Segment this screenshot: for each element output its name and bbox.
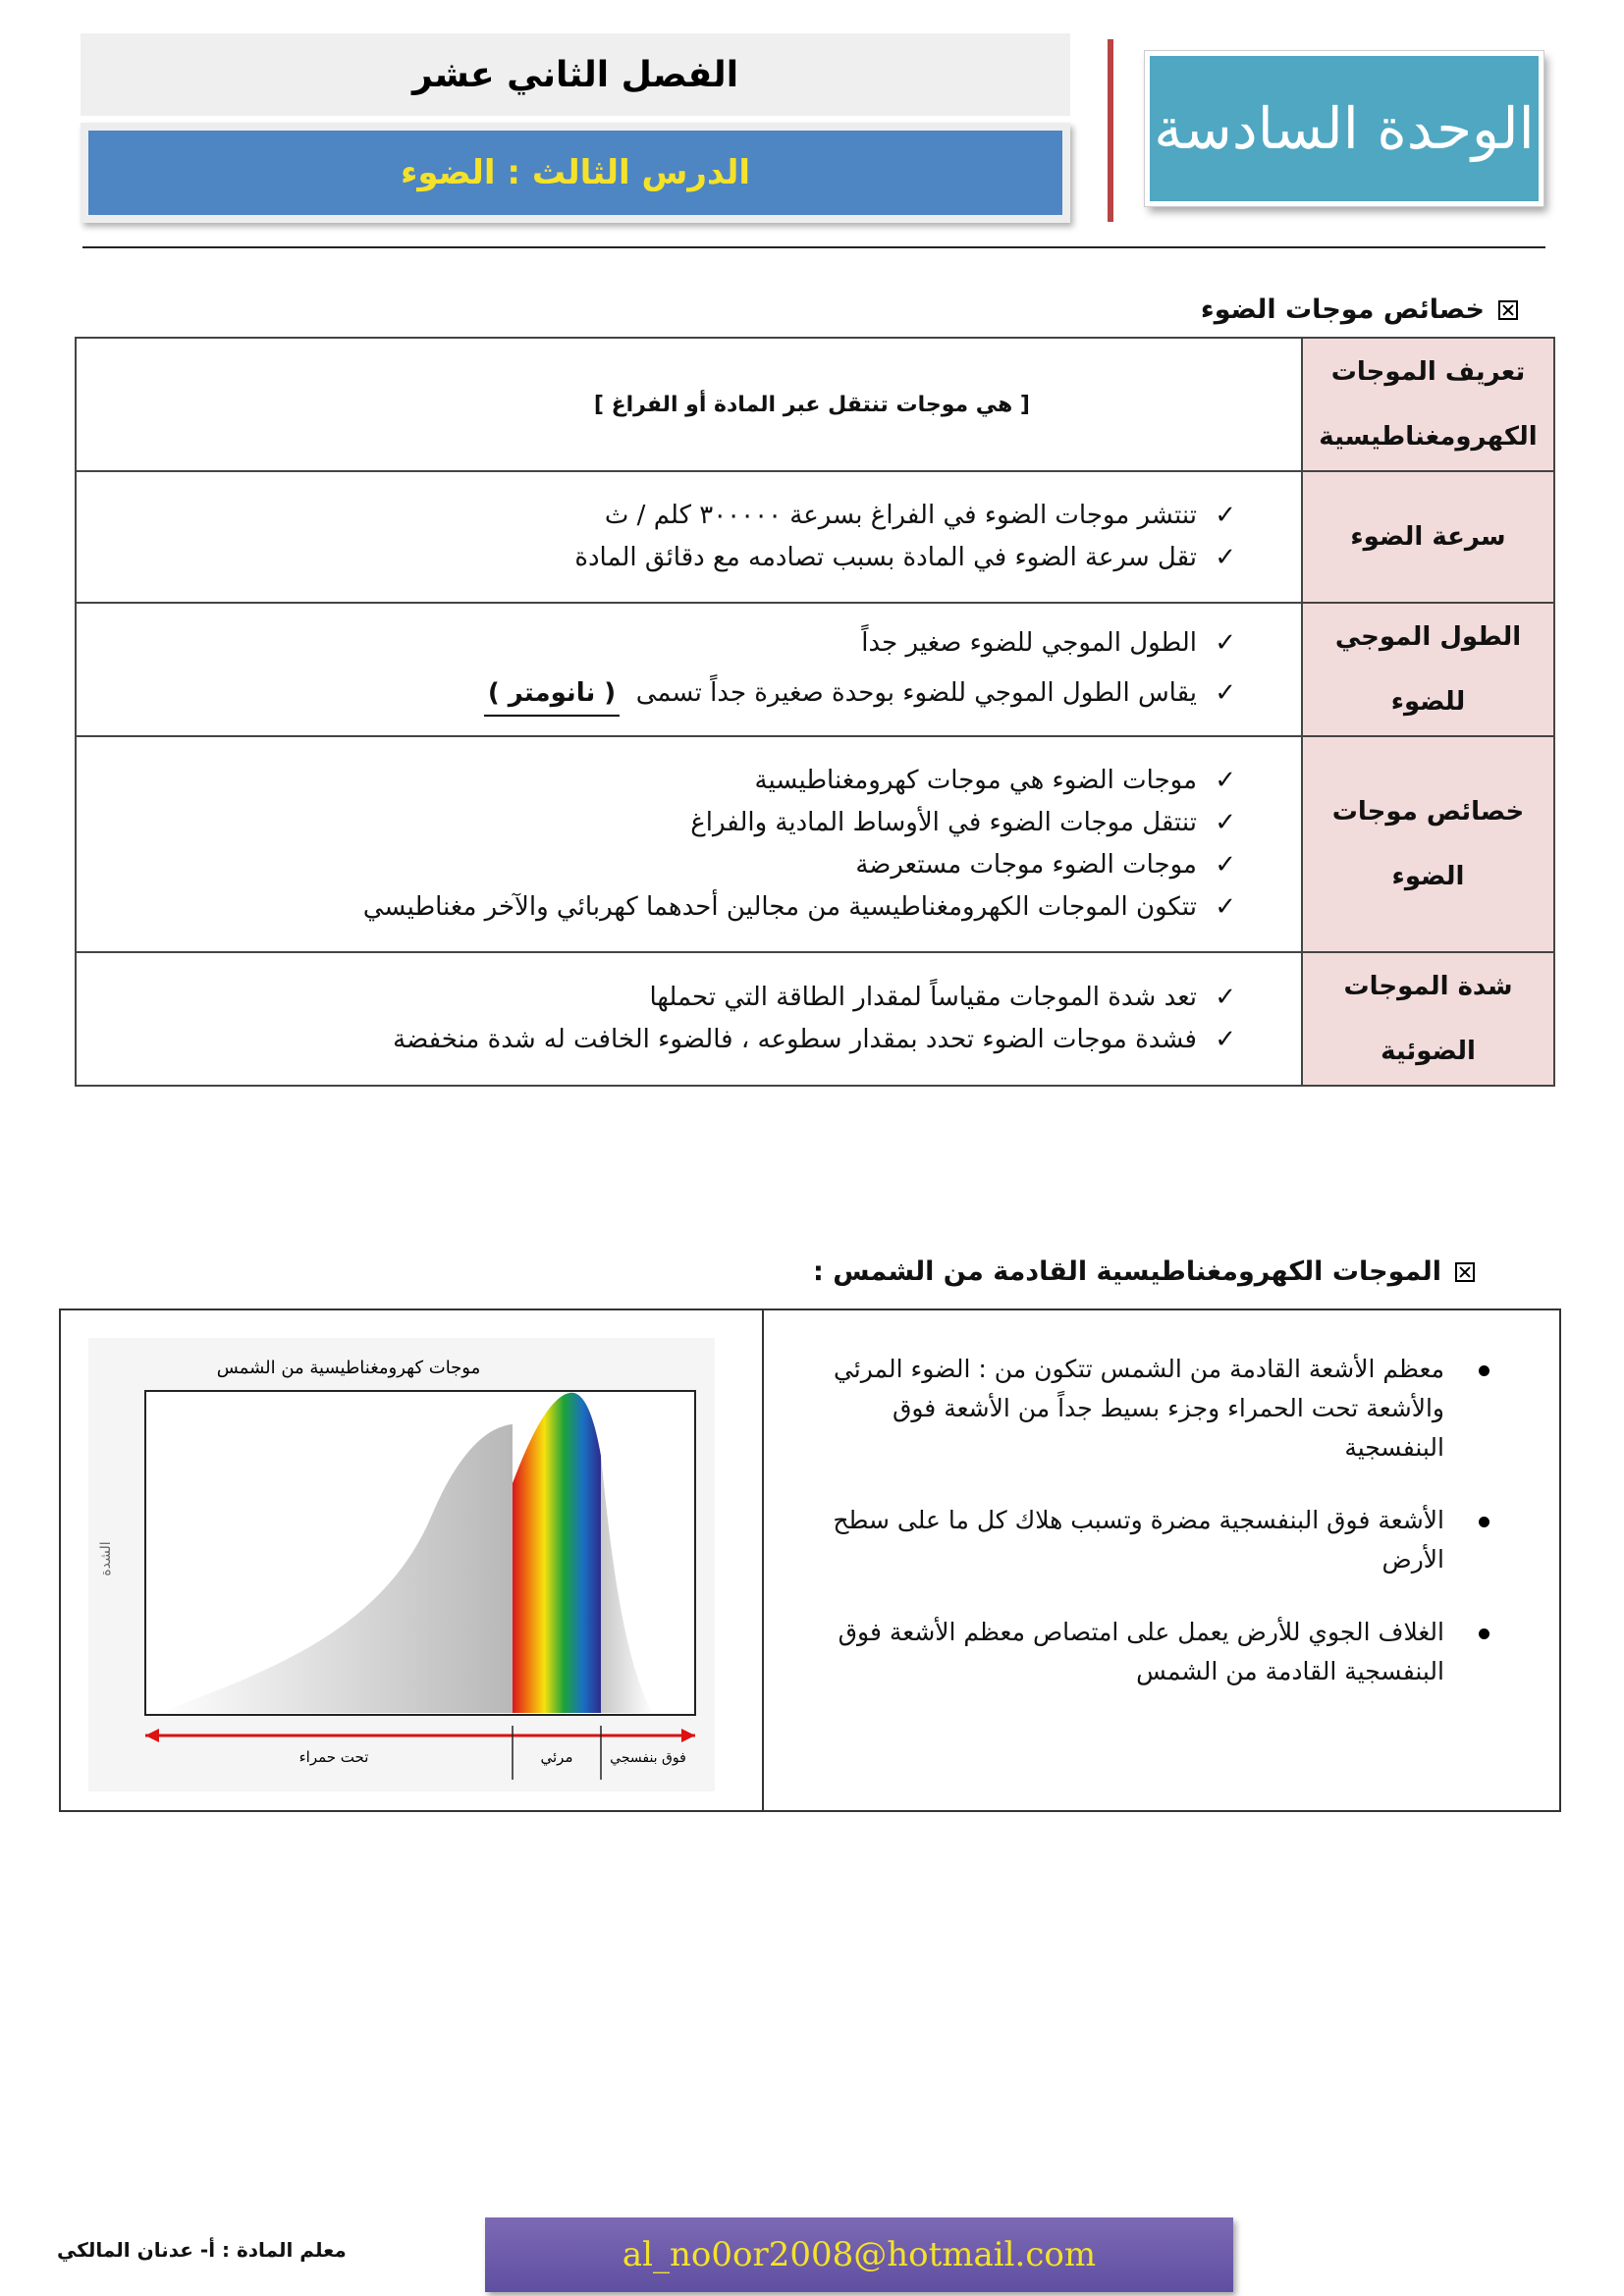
row-label-intensity (1302, 952, 1554, 1086)
section-title-text: الموجات الكهرومغناطيسية القادمة من الشمس : (813, 1256, 1441, 1287)
checkmark-icon: ✓ (1215, 766, 1236, 795)
list-item: ✓موجات الضوء هي موجات كهرومغناطيسية (96, 760, 1236, 802)
table-row (76, 603, 1554, 736)
list-item: ✓فشدة موجات الضوء تحدد بمقدار سطوعه ، فالضوء الخافت له شدة منخفضة (96, 1019, 1236, 1061)
sun-waves-box (59, 1308, 1561, 1812)
list-item: ✓موجات الضوء موجات مستعرضة (96, 844, 1236, 886)
row-label-line: خصائص موجات (1331, 797, 1525, 827)
section-title-text: خصائص موجات الضوء (1200, 294, 1485, 325)
chapter-title-box (81, 33, 1070, 116)
lesson-title: الدرس الثالث : الضوء (400, 153, 751, 192)
checkmark-icon: ✓ (1215, 501, 1236, 530)
row-label-definition (1302, 338, 1554, 471)
header-divider (1108, 39, 1113, 222)
row-label-properties (1302, 736, 1554, 952)
section-title-sun-waves (813, 1256, 1475, 1287)
checkmark-icon: ✓ (1215, 983, 1236, 1012)
checkmark-icon: ✓ (1215, 808, 1236, 837)
row-label-line: للضوء (1390, 687, 1466, 717)
list-item: الغلاف الجوي للأرض يعمل على امتصاص معظم الأشعة فوق البنفسجية القادمة من الشمس (787, 1613, 1489, 1691)
table-row (76, 471, 1554, 603)
section-title-light-wave-properties (1201, 294, 1518, 325)
chapter-title: الفصل الثاني عشر (411, 54, 739, 95)
row-label-line: الضوئية (1380, 1037, 1476, 1066)
table-row (76, 736, 1554, 952)
header-rule (82, 246, 1545, 248)
list-item: ✓تتكون الموجات الكهرومغناطيسية من مجالين أحدهما كهربائي والآخر مغناطيسي (96, 886, 1236, 929)
properties-table (75, 337, 1555, 1087)
row-content-wavelength (76, 603, 1302, 736)
checkmark-icon: ✓ (1215, 543, 1236, 572)
box-divider (762, 1310, 764, 1810)
sun-bullets (787, 1350, 1489, 1725)
list-item: ✓تعد شدة الموجات مقياساً لمقدار الطاقة التي تحملها (96, 977, 1236, 1019)
list-item: ✓تنتقل موجات الضوء في الأوساط المادية والفراغ (96, 802, 1236, 844)
lesson-title-band (88, 131, 1062, 215)
list-item: ✓الطول الموجي للضوء صغير جداً (96, 622, 1236, 665)
table-row (76, 952, 1554, 1086)
row-label-line: سرعة الضوء (1350, 522, 1506, 552)
checkbox-x-icon (1455, 1262, 1475, 1282)
checkmark-icon: ✓ (1215, 628, 1236, 658)
list-item: ✓يقاس الطول الموجي للضوء بوحدة صغيرة جداً تسمى ( نانومتر ) (96, 672, 1236, 717)
row-content-properties (76, 736, 1302, 952)
checkmark-icon: ✓ (1215, 1025, 1236, 1054)
row-label-line: الكهرومغناطيسية (1319, 422, 1538, 452)
teacher-name: معلم المادة : أ- عدنان المالكي (57, 2238, 347, 2262)
bullet-list (787, 1350, 1489, 1691)
list-item: الأشعة فوق البنفسجية مضرة وتسبب هلاك كل ما على سطح الأرض (787, 1501, 1489, 1579)
list-item: ✓تنتشر موجات الضوء في الفراغ بسرعة ٣٠٠٠٠٠ كلم / ث (96, 495, 1236, 537)
email-address: al_no0or2008@hotmail.com (622, 2235, 1097, 2274)
region-label-infrared: تحت حمراء (298, 1748, 369, 1766)
row-label-speed (1302, 471, 1554, 603)
list-item: معظم الأشعة القادمة من الشمس تتكون من : الضوء المرئي والأشعة تحت الحمراء وجزء بسيط جداً من الأشعة فوق البنفسجية (787, 1350, 1489, 1468)
chart-title: موجات كهرومغناطيسية من الشمس (216, 1358, 481, 1378)
row-content-speed (76, 471, 1302, 603)
row-label-line: الضوء (1391, 862, 1465, 891)
nanometer-unit: ( نانومتر ) (484, 672, 620, 717)
checkmark-icon: ✓ (1215, 892, 1236, 922)
row-content-intensity (76, 952, 1302, 1086)
list-item: ✓تقل سرعة الضوء في المادة بسبب تصادمه مع دقائق المادة (96, 537, 1236, 579)
checkmark-icon: ✓ (1215, 678, 1236, 708)
table-row (76, 338, 1554, 471)
solar-spectrum-chart (88, 1338, 715, 1791)
row-label-line: شدة الموجات (1343, 972, 1513, 1001)
row-label-wavelength (1302, 603, 1554, 736)
row-label-line: تعريف الموجات (1330, 357, 1526, 387)
lesson-title-box (81, 123, 1070, 223)
email-box (485, 2217, 1233, 2292)
checkbox-x-icon (1498, 300, 1518, 320)
unit-title-box (1145, 51, 1543, 206)
region-label-ultraviolet: فوق بنفسجي (610, 1750, 686, 1766)
y-axis-label: الشدة (98, 1541, 114, 1576)
checkmark-icon: ✓ (1215, 850, 1236, 880)
row-label-line: الطول الموجي (1334, 622, 1522, 652)
row-content-definition (76, 338, 1302, 471)
unit-title: الوحدة السادسة (1154, 95, 1535, 162)
definition-text: [ هي موجات تنتقل عبر المادة أو الفراغ ] (593, 392, 1030, 417)
region-label-visible: مرئي (540, 1748, 573, 1766)
